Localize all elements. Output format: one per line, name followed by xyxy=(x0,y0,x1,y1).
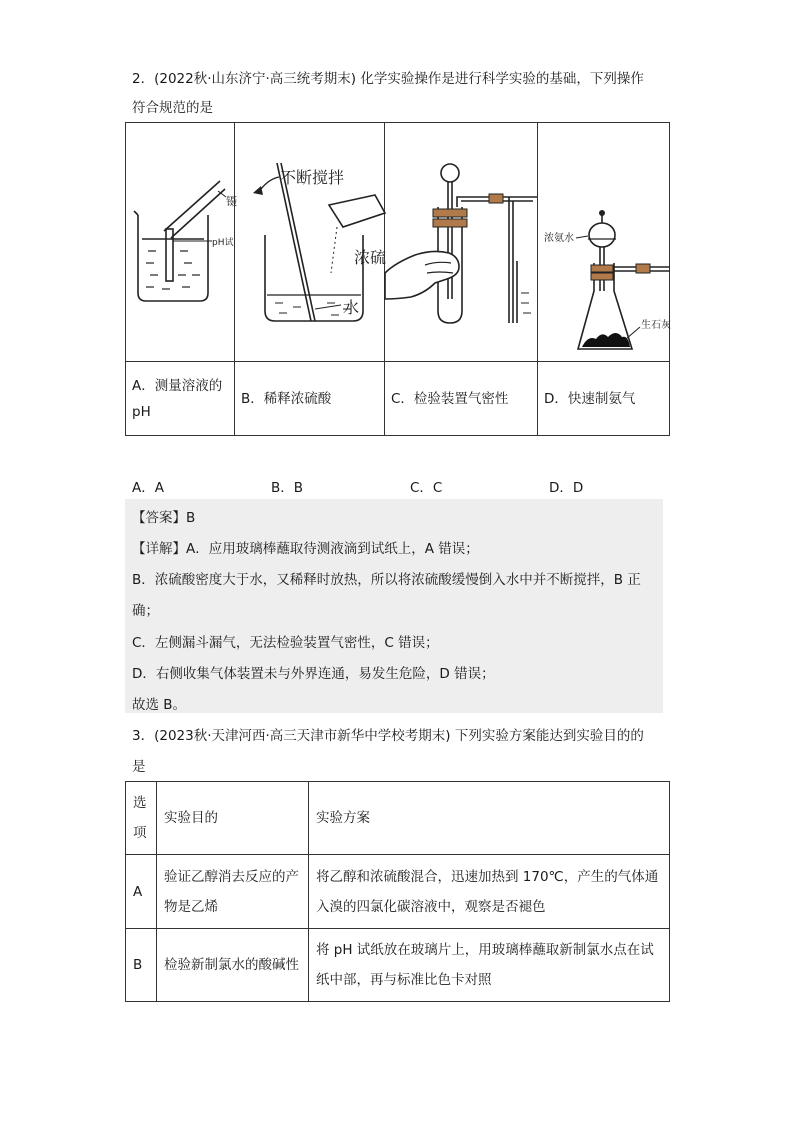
choice-a[interactable]: A．A xyxy=(132,480,164,496)
detail-line-2: B．浓硫酸密度大于水，又稀释时放热，所以将浓硫酸缓慢倒入水中并不断搅拌，B 正 xyxy=(132,572,641,588)
label-ammonia: 浓氨水 xyxy=(544,233,574,244)
table-header-row xyxy=(126,782,670,855)
detail-line-3: 确； xyxy=(132,603,159,619)
detail-line-4: C．左侧漏斗漏气，无法检验装置气密性，C 错误； xyxy=(132,635,439,651)
choice-d[interactable]: D．D xyxy=(549,480,584,496)
detail-line-6: 故选 B。 xyxy=(132,697,187,713)
label-quicklime: 生石灰 xyxy=(641,320,671,331)
q2-options-table xyxy=(125,122,670,436)
figure-cell-d xyxy=(538,123,670,362)
figure-cell-c xyxy=(385,123,538,362)
detail-line-5: D．右侧收集气体装置未与外界连通，易发生危险，D 错误； xyxy=(132,666,495,682)
detail-line-1: 【详解】A．应用玻璃棒蘸取待测液滴到试纸上，A 错误； xyxy=(132,541,479,557)
label-conc-acid: 浓硫 xyxy=(354,248,387,267)
row-option: A xyxy=(126,855,157,929)
row-option: B xyxy=(126,929,157,1002)
label-water: 水 xyxy=(343,298,360,317)
table-row xyxy=(126,855,670,929)
header-plan: 实验方案 xyxy=(309,782,670,855)
table-row xyxy=(126,929,670,1002)
header-purpose: 实验目的 xyxy=(157,782,309,855)
label-tweezers: 镊 xyxy=(226,195,237,208)
q3-title-line1: 3．(2023秋·天津河西·高三天津市新华中学校考期末) 下列实验方案能达到实验目的的 xyxy=(132,728,644,744)
answer-line: 【答案】B xyxy=(132,510,196,526)
label-stir: 不断搅拌 xyxy=(280,168,345,187)
ammonia-figure xyxy=(538,123,670,361)
choice-c[interactable]: C．C xyxy=(410,480,443,496)
q3-plan-table xyxy=(125,781,670,1002)
caption-b: B．稀释浓硫酸 xyxy=(235,362,385,436)
dilute-acid-figure xyxy=(235,123,385,361)
caption-c: C．检验装置气密性 xyxy=(385,362,538,436)
figure-cell-a xyxy=(126,123,235,362)
row-purpose: 检验新制氯水的酸碱性 xyxy=(157,929,309,1002)
airtightness-figure xyxy=(385,123,538,361)
caption-d: D．快速制氨气 xyxy=(538,362,670,436)
choice-b[interactable]: B．B xyxy=(271,480,304,496)
row-purpose: 验证乙醇消去反应的产物是乙烯 xyxy=(157,855,309,929)
caption-a: A．测量溶液的pH xyxy=(126,362,235,436)
q2-title-line1: 2．(2022秋·山东济宁·高三统考期末) 化学实验操作是进行科学实验的基础，下列操作 xyxy=(132,71,644,87)
q2-title-line2: 符合规范的是 xyxy=(132,100,213,116)
q2-choices xyxy=(132,476,672,496)
label-ph-paper: pH试 xyxy=(212,238,234,248)
figure-cell-b xyxy=(235,123,385,362)
row-plan: 将 pH 试纸放在玻璃片上，用玻璃棒蘸取新制氯水点在试纸中部，再与标准比色卡对照 xyxy=(309,929,670,1002)
q3-title-line2: 是 xyxy=(132,759,146,775)
ph-measure-figure xyxy=(126,123,235,361)
header-option: 选项 xyxy=(126,782,157,855)
row-plan: 将乙醇和浓硫酸混合，迅速加热到 170℃，产生的气体通入溴的四氯化碳溶液中，观察是否褪色 xyxy=(309,855,670,929)
